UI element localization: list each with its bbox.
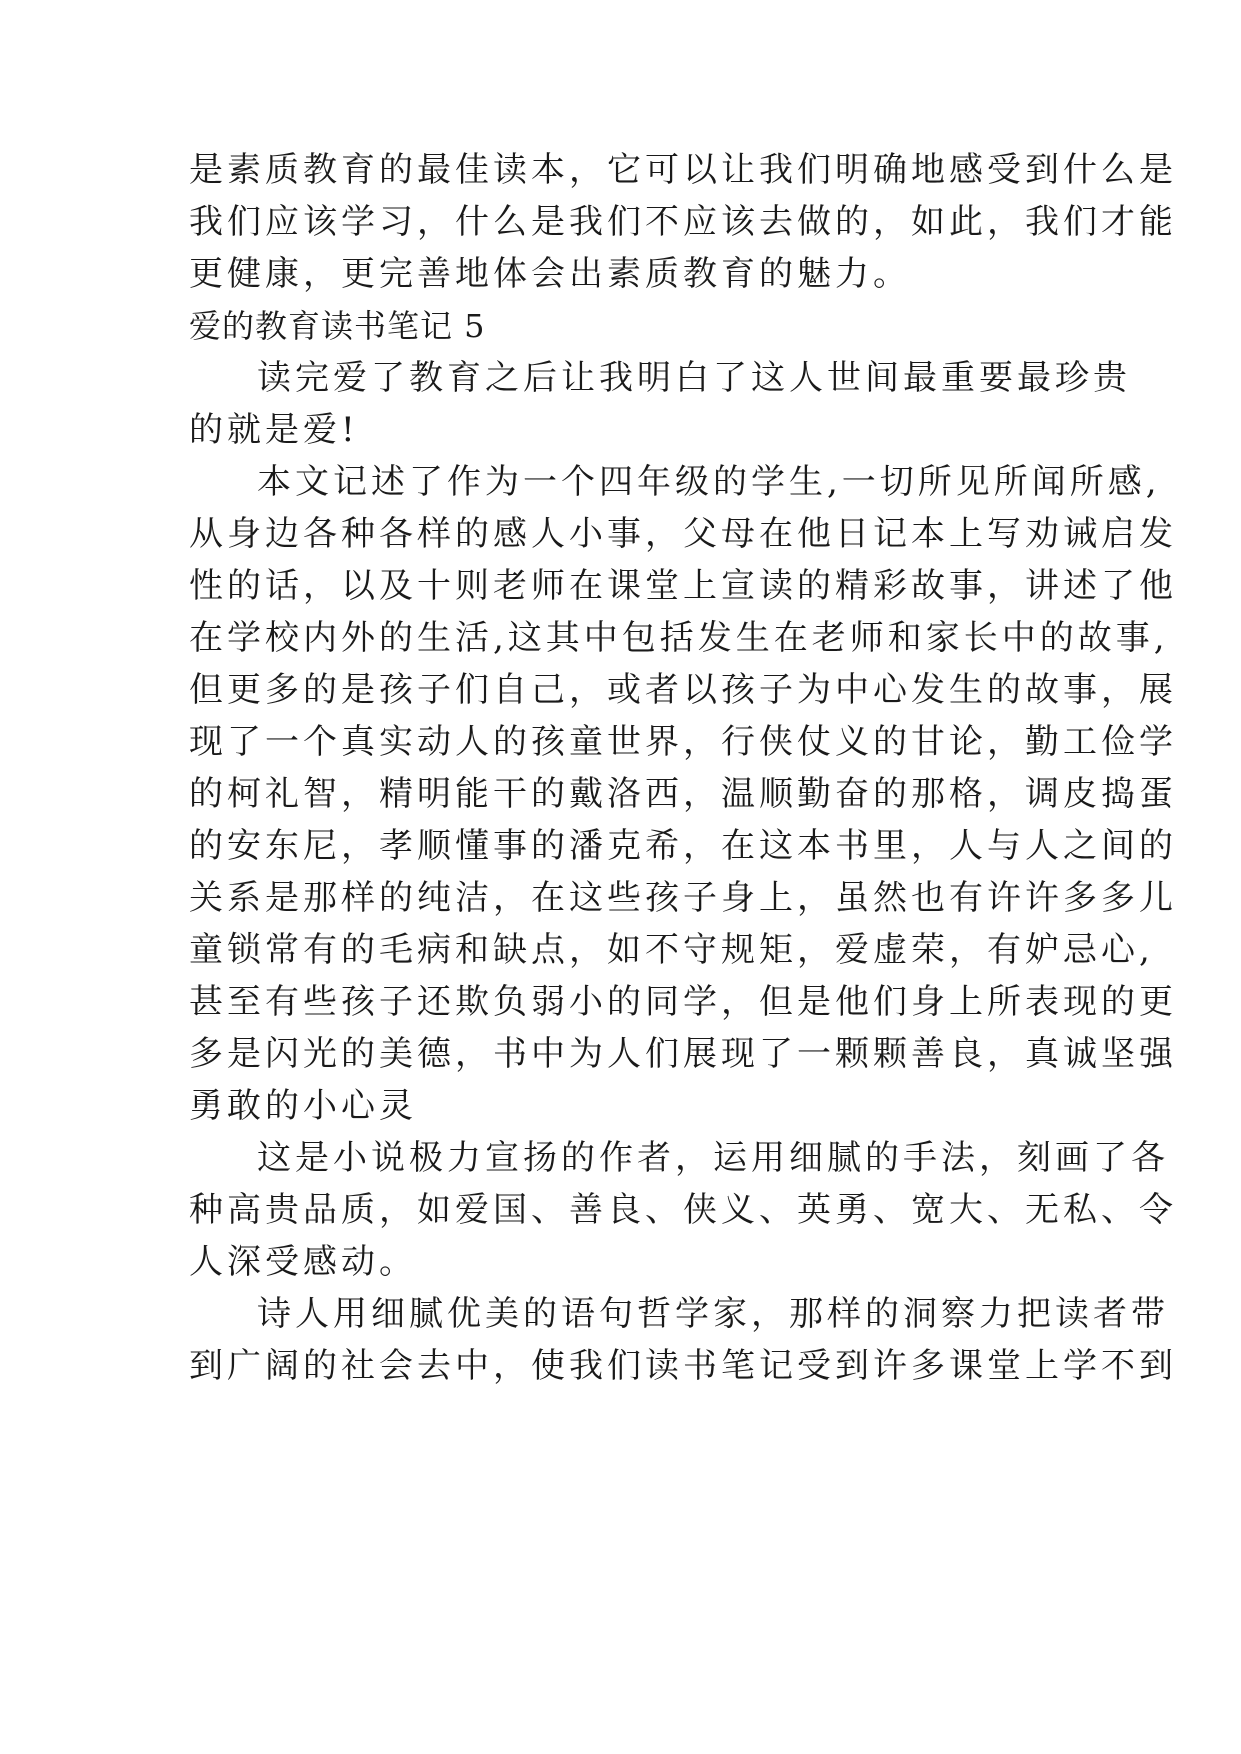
text-line: 性的话，以及十则老师在课堂上宣读的精彩故事，讲述了他 [189,566,1177,606]
text-line: 本文记述了作为一个四年级的学生,一切所见所闻所感, [257,462,1161,502]
text-line: 关系是那样的纯洁，在这些孩子身上，虽然也有许许多多儿 [189,878,1177,918]
text-line: 的柯礼智，精明能干的戴洛西，温顺勤奋的那格，调皮捣蛋 [189,774,1177,814]
text-line: 种高贵品质，如爱国、善良、侠义、英勇、宽大、无私、令 [189,1190,1177,1230]
text-line: 的安东尼，孝顺懂事的潘克希，在这本书里，人与人之间的 [189,826,1177,866]
text-line: 从身边各种各样的感人小事，父母在他日记本上写劝诫启发 [189,514,1177,554]
text-line: 在学校内外的生活,这其中包括发生在老师和家长中的故事, [189,618,1169,658]
text-line: 但更多的是孩子们自己，或者以孩子为中心发生的故事，展 [189,670,1177,710]
text-line: 勇敢的小心灵 [189,1086,417,1126]
text-line: 现了一个真实动人的孩童世界，行侠仗义的甘论，勤工俭学 [189,722,1177,762]
text-line: 是素质教育的最佳读本，它可以让我们明确地感受到什么是 [189,150,1177,190]
text-line: 到广阔的社会去中，使我们读书笔记受到许多课堂上学不到 [189,1346,1177,1386]
text-line: 这是小说极力宣扬的作者，运用细腻的手法，刻画了各 [257,1138,1169,1178]
text-line: 人深受感动。 [189,1242,417,1282]
section-heading: 爱的教育读书笔记 5 [189,307,486,345]
text-line: 我们应该学习，什么是我们不应该去做的，如此，我们才能 [189,202,1177,242]
text-line: 多是闪光的美德，书中为人们展现了一颗颗善良，真诚坚强 [189,1034,1177,1074]
text-line: 更健康，更完善地体会出素质教育的魅力。 [189,254,911,294]
text-line: 童锁常有的毛病和缺点，如不守规矩，爱虚荣，有妒忌心, [189,930,1154,970]
text-line: 诗人用细腻优美的语句哲学家，那样的洞察力把读者带 [257,1294,1169,1334]
text-line: 甚至有些孩子还欺负弱小的同学，但是他们身上所表现的更 [189,982,1177,1022]
text-line: 的就是爱! [189,410,359,450]
text-line: 读完爱了教育之后让我明白了这人世间最重要最珍贵 [257,358,1131,398]
